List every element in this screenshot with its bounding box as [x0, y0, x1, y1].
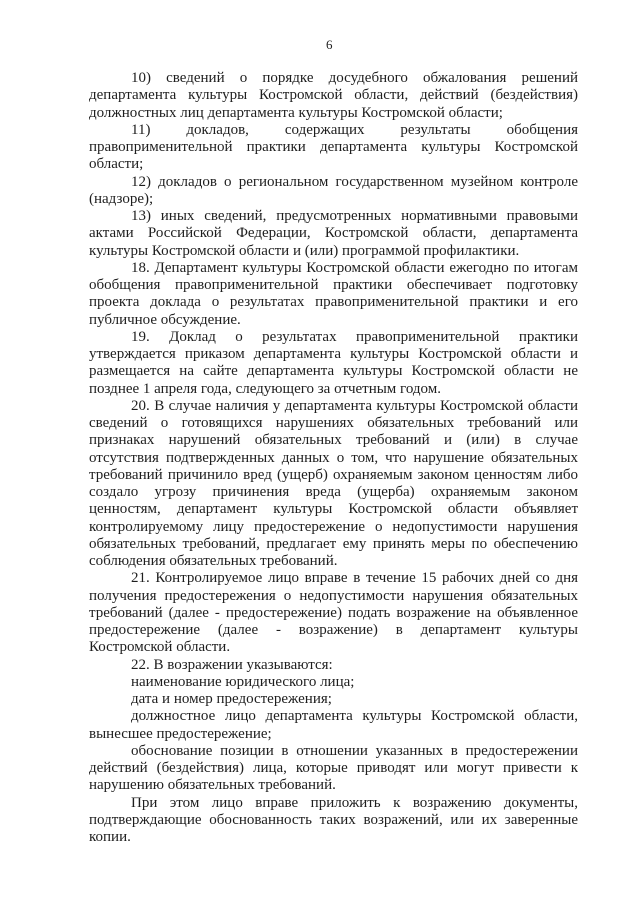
text-line: наименование юридического лица;	[131, 673, 355, 690]
text-line: требований причинило вред (ущерб) охраняемым законом ценностям либо	[89, 466, 578, 483]
text-line: сведений о готовящихся нарушениях обязательных требований или	[89, 415, 578, 431]
objection-item-justification	[89, 743, 578, 795]
text-line: вынесшее предостережение;	[89, 725, 272, 742]
page-number: 6	[326, 37, 333, 52]
item-10-paragraph	[89, 70, 578, 122]
objection-item-official	[89, 708, 578, 743]
text-line: правоприменительной практики департамента культуры Костромской	[89, 139, 578, 155]
text-line: признаках нарушений обязательных требований и (или) в случае	[89, 432, 578, 449]
text-line: позднее 1 апреля года, следующего за отчетным годом.	[89, 380, 441, 397]
text-line: действий (бездействия) лица, которые приводят или могут привести к	[89, 760, 578, 776]
text-line: должностных лиц департамента культуры Костромской области;	[89, 104, 503, 121]
text-line: создало угрозу причинения вреда (ущерба) охраняемым законом	[89, 484, 578, 500]
text-line: 20. В случае наличия у департамента культуры Костромской области	[131, 397, 578, 414]
text-line: 12) докладов о региональном государственном музейном контроле	[131, 173, 578, 190]
text-line: 11) докладов, содержащих результаты обобщения	[131, 121, 578, 138]
objection-item-date-number	[89, 691, 578, 708]
document-body	[89, 70, 578, 846]
text-line: проекта доклада о результатах правоприменительной практики и его	[89, 294, 578, 311]
text-line: департамента культуры Костромской области, действий (бездействия)	[89, 87, 578, 104]
text-line: соблюдения обязательных требований.	[89, 553, 338, 569]
text-line: (надзоре);	[89, 190, 154, 207]
text-line: нарушению обязательных требований.	[89, 777, 336, 794]
text-line: предостережение (далее - возражение) в департамент культуры	[89, 622, 578, 638]
attachments-paragraph	[89, 795, 578, 847]
text-line: обоснование позиции в отношении указанных в предостережении	[131, 742, 578, 759]
clause-22-paragraph	[89, 657, 578, 674]
text-line: ценностям, департамент культуры Костромской области объявляет	[89, 501, 578, 518]
clause-18-paragraph	[89, 260, 578, 329]
text-line: должностное лицо департамента культуры Костромской области,	[131, 708, 578, 725]
text-line: получения предостережения о недопустимости нарушения обязательных	[89, 587, 578, 604]
text-line: 22. В возражении указываются:	[131, 656, 333, 673]
text-line: области;	[89, 156, 144, 173]
text-line: обобщения правоприменительной практики обеспечивает подготовку	[89, 277, 578, 293]
text-line: обязательных требований, предлагает ему принять меры по обеспечению	[89, 535, 578, 552]
text-line: контролируемому лицу предостережение о недопустимости нарушения	[89, 518, 578, 535]
item-11-paragraph	[89, 122, 578, 174]
item-12-paragraph	[89, 174, 578, 209]
text-line: размещается на сайте департамента культуры Костромской области не	[89, 363, 578, 380]
text-line: дата и номер предостережения;	[131, 691, 332, 707]
item-13-paragraph	[89, 208, 578, 260]
text-line: требований (далее - предостережение) подать возражение на объявленное	[89, 604, 578, 621]
text-line: копии.	[89, 829, 131, 845]
text-line: утверждается приказом департамента культуры Костромской области и	[89, 346, 578, 362]
text-line: 10) сведений о порядке досудебного обжалования решений	[131, 70, 578, 86]
text-line: подтверждающие обоснованность таких возражений, или их заверенные	[89, 811, 578, 828]
text-line: публичное обсуждение.	[89, 311, 241, 328]
text-line: При этом лицо вправе приложить к возражению документы,	[131, 794, 578, 811]
text-line: 21. Контролируемое лицо вправе в течение 15 рабочих дней со дня	[131, 570, 578, 587]
text-line: 13) иных сведений, предусмотренных нормативными правовыми	[131, 208, 578, 224]
text-line: отсутствия подтвержденных данных о том, что нарушение обязательных	[89, 449, 578, 466]
objection-item-entity-name	[89, 674, 578, 691]
text-line: актами Российской Федерации, Костромской области, департамента	[89, 225, 578, 242]
clause-19-paragraph	[89, 329, 578, 398]
text-line: 18. Департамент культуры Костромской области ежегодно по итогам	[131, 259, 578, 276]
clause-20-paragraph	[89, 398, 578, 571]
clause-21-paragraph	[89, 570, 578, 656]
text-line: 19. Доклад о результатах правоприменительной практики	[131, 328, 578, 345]
text-line: культуры Костромской области и (или) программой профилактики.	[89, 242, 520, 259]
text-line: Костромской области.	[89, 639, 231, 656]
